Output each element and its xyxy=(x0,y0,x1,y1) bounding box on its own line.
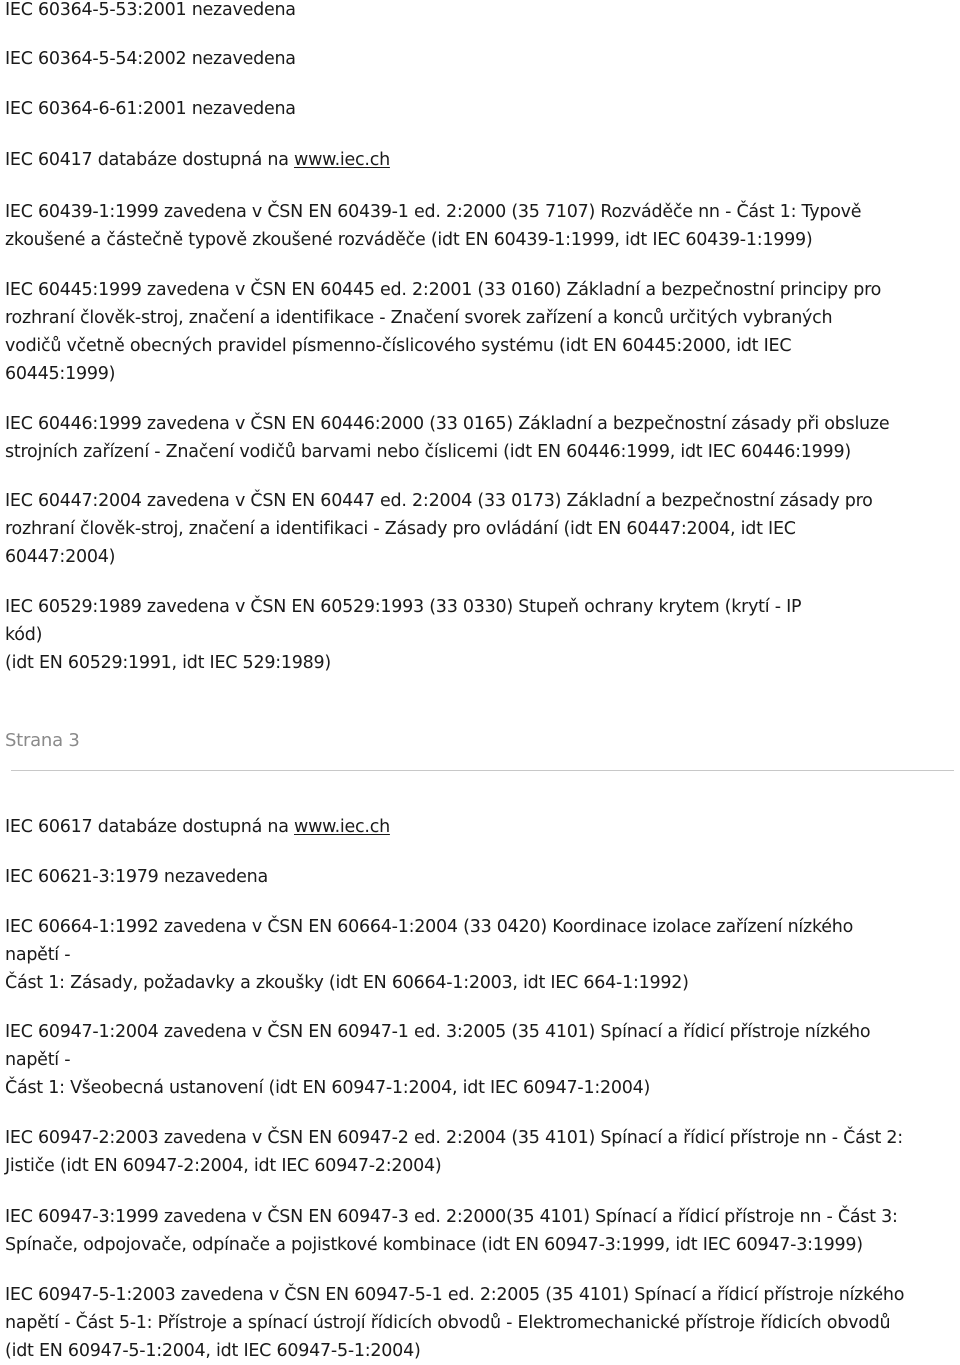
entry-line: Jističe (idt EN 60947-2:2004, idt IEC 60947-2:2004) xyxy=(5,1156,442,1176)
iec-website-link[interactable]: www.iec.ch xyxy=(294,817,390,837)
entry-line: IEC 60947-1:2004 zavedena v ČSN EN 60947-1 ed. 3:2005 (35 4101) Spínací a řídicí přístroje nízkého xyxy=(5,1022,871,1042)
entry-line: napětí - xyxy=(5,945,71,965)
entry-line: zkoušené a částečně typově zkoušené rozváděče (idt EN 60439-1:1999, idt IEC 60439-1:1999) xyxy=(5,230,813,250)
entry-line: Část 1: Všeobecná ustanovení (idt EN 60947-1:2004, idt IEC 60947-1:2004) xyxy=(5,1078,651,1098)
standard-entry xyxy=(5,410,960,466)
standard-entry xyxy=(5,1281,960,1365)
entry-line xyxy=(5,146,960,174)
entry-prefix: IEC 60617 databáze dostupná na xyxy=(5,817,294,837)
standard-entry xyxy=(5,1124,960,1180)
standard-entry-with-link xyxy=(5,146,960,174)
standard-entry-with-link xyxy=(5,813,960,841)
standard-entry xyxy=(5,913,960,997)
entry-line: (idt EN 60529:1991, idt IEC 529:1989) xyxy=(5,653,331,673)
entry-line: vodičů včetně obecných pravidel písmenno-číslicového systému (idt EN 60445:2000, idt IEC xyxy=(5,336,792,356)
standard-entry xyxy=(5,276,960,388)
entry-line: strojních zařízení - Značení vodičů barvami nebo číslicemi (idt EN 60446:1999, idt IEC 60446:1999) xyxy=(5,442,851,462)
entry-line: Spínače, odpojovače, odpínače a pojistkové kombinace (idt EN 60947-3:1999, idt IEC 60947-3:1999) xyxy=(5,1235,863,1255)
entry-prefix: IEC 60417 databáze dostupná na xyxy=(5,150,294,170)
entry-line: IEC 60947-3:1999 zavedena v ČSN EN 60947-3 ed. 2:2000(35 4101) Spínací a řídicí přístroje nn - Část 3: xyxy=(5,1207,898,1227)
entry-line xyxy=(5,813,960,841)
standard-entry xyxy=(5,1018,960,1102)
entry-line: rozhraní člověk-stroj, značení a identifikaci - Zásady pro ovládání (idt EN 60447:2004, idt IEC xyxy=(5,519,796,539)
standard-entry xyxy=(5,487,960,571)
iec-website-link[interactable]: www.iec.ch xyxy=(294,150,390,170)
standard-entry xyxy=(5,863,960,891)
page-number-label: Strana 3 xyxy=(5,730,80,751)
entry-line: IEC 60947-2:2003 zavedena v ČSN EN 60947-2 ed. 2:2004 (35 4101) Spínací a řídicí přístroje nn - Část 2: xyxy=(5,1128,903,1148)
entry-line: 60447:2004) xyxy=(5,547,116,567)
entry-line: 60445:1999) xyxy=(5,364,116,384)
entry-line: Část 1: Zásady, požadavky a zkoušky (idt EN 60664-1:2003, idt IEC 664-1:1992) xyxy=(5,973,689,993)
page-divider xyxy=(11,770,954,771)
standard-entry xyxy=(5,95,960,123)
entry-line: (idt EN 60947-5-1:2004, idt IEC 60947-5-1:2004) xyxy=(5,1341,421,1361)
entry-line: IEC 60947-5-1:2003 zavedena v ČSN EN 60947-5-1 ed. 2:2005 (35 4101) Spínací a řídicí přístroje nízkého xyxy=(5,1285,905,1305)
entry-line: rozhraní člověk-stroj, značení a identifikace - Značení svorek zařízení a konců určitých vybraných xyxy=(5,308,833,328)
standard-entry xyxy=(5,198,960,254)
entry-line: IEC 60364-5-53:2001 nezavedena xyxy=(5,0,296,20)
entry-line: IEC 60529:1989 zavedena v ČSN EN 60529:1993 (33 0330) Stupeň ochrany krytem (krytí - IP xyxy=(5,597,802,617)
standard-entry xyxy=(5,1203,960,1259)
entry-line: napětí - Část 5-1: Přístroje a spínací ústrojí řídicích obvodů - Elektromechanické přístroje řídicích obvodů xyxy=(5,1313,891,1333)
entry-line: IEC 60446:1999 zavedena v ČSN EN 60446:2000 (33 0165) Základní a bezpečnostní zásady při obsluze xyxy=(5,414,890,434)
entry-line: IEC 60664-1:1992 zavedena v ČSN EN 60664-1:2004 (33 0420) Koordinace izolace zařízení nízkého xyxy=(5,917,854,937)
entry-line: kód) xyxy=(5,625,43,645)
standard-entry xyxy=(5,0,960,24)
entry-line: IEC 60439-1:1999 zavedena v ČSN EN 60439-1 ed. 2:2000 (35 7107) Rozváděče nn - Část 1: Typově xyxy=(5,202,862,222)
entry-line: IEC 60364-5-54:2002 nezavedena xyxy=(5,49,296,69)
standard-entry xyxy=(5,593,960,677)
entry-line: IEC 60364-6-61:2001 nezavedena xyxy=(5,99,296,119)
entry-line: IEC 60447:2004 zavedena v ČSN EN 60447 ed. 2:2004 (33 0173) Základní a bezpečnostní zásady pro xyxy=(5,491,873,511)
entry-line: napětí - xyxy=(5,1050,71,1070)
standard-entry xyxy=(5,45,960,73)
entry-line: IEC 60621-3:1979 nezavedena xyxy=(5,867,268,887)
entry-line: IEC 60445:1999 zavedena v ČSN EN 60445 ed. 2:2001 (33 0160) Základní a bezpečnostní principy pro xyxy=(5,280,882,300)
